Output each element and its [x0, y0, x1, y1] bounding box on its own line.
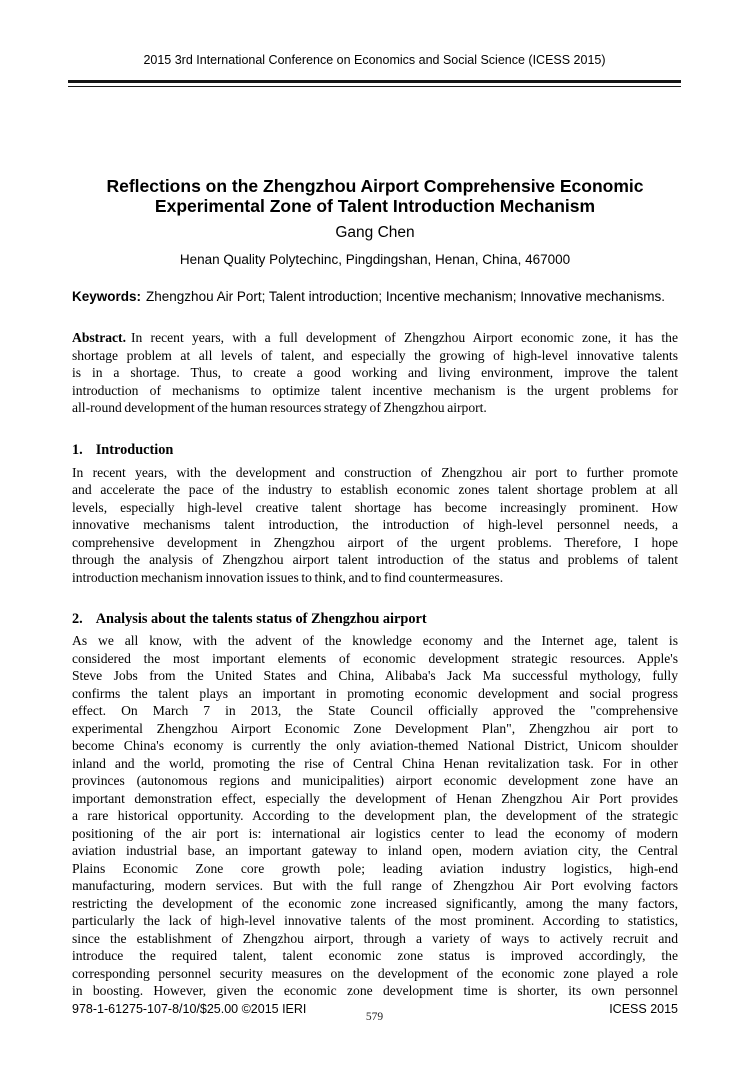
header-rule-thick — [68, 80, 681, 83]
text-line: is in a shortage. Thus, to create a good working and living environment, improve the talent — [72, 365, 678, 380]
abstract-first-line — [72, 329, 678, 347]
paper-body — [72, 176, 678, 1000]
author-affiliation: Henan Quality Polytechinc, Pingdingshan, Henan, China, 467000 — [179, 252, 571, 267]
footer-copyright: 978-1-61275-107-8/10/$25.00 ©2015 IERI — [72, 1002, 307, 1016]
text-line: introduce the required talent, talent economic zone status is improved accordingly, the — [72, 948, 678, 963]
text-line: Steve Jobs from the United States and China, Alibaba's Jack Ma successful mythology, fully — [72, 668, 678, 683]
text-line: manufacturing, modern services. But with the full range of Zhengzhou Air Port evolving factors — [72, 878, 678, 893]
text-line: inland and the world, promoting the rise of Central China Henan revitalization task. For in other — [72, 755, 678, 771]
text-line: and accelerate the pace of the industry to establish economic zones talent shortage problem at all — [72, 482, 678, 497]
text-line: become China's economy is currently the only aviation-themed National District, Unicom shoulder — [72, 738, 678, 753]
keywords-line — [72, 288, 678, 305]
text-line: positioning of the air port is: international air logistics center to lead the economy of modern — [72, 825, 678, 841]
text-line: introduction of mechanisms to optimize talent incentive mechanism is the urgent problems for — [72, 382, 678, 398]
abstract-first-line-text: In recent years, with a full development of Zhengzhou Airport economic zone, it has the — [130, 330, 678, 345]
text-line: levels, especially high-level creative talent shortage has become increasingly prominent. How — [72, 499, 678, 515]
section-number: 2. — [72, 611, 83, 627]
text-line: considered the most important elements of economic development strategic resources. Apple's — [72, 650, 678, 666]
text-line: through the analysis of Zhengzhou airport talent introduction of the status and problems of talent — [72, 552, 678, 567]
text-line: introduction mechanism innovation issues to think, and to find countermeasures. — [72, 569, 504, 585]
abstract-paragraph — [72, 329, 678, 417]
analysis-paragraph — [72, 632, 678, 1000]
paper-title-line-2: Experimental Zone of Talent Introduction Mechanism — [154, 196, 596, 216]
text-line: particularly the lack of high-level innovative talents of the most prominent. According to statistics, — [72, 913, 678, 928]
page-number: 579 — [365, 1011, 384, 1023]
paper-title — [72, 176, 678, 216]
running-header: 2015 3rd International Conference on Economics and Social Science (ICESS 2015) — [143, 53, 606, 67]
text-line: experimental Zhengzhou Airport Economic Zone Development Plan", Zhengzhou air port to — [72, 720, 678, 736]
text-line: a rare historical opportunity. According to the development plan, the development of the strategic — [72, 808, 678, 823]
text-line: corresponding personnel security measures on the development of the economic zone played a role — [72, 965, 678, 981]
text-line: shortage problem at all levels of talent, and especially the growing of high-level innovative talents — [72, 347, 678, 363]
keywords-label: Keywords: — [72, 289, 142, 304]
text-line: In recent years, with the development and construction of Zhengzhou air port to further promote — [72, 464, 678, 480]
header-rule-thin — [68, 86, 681, 87]
text-line: restricting the development of the economic zone increased significantly, among the many factors, — [72, 895, 678, 911]
paper-title-line-1: Reflections on the Zhengzhou Airport Comprehensive Economic — [106, 176, 644, 196]
section-heading-introduction — [72, 441, 678, 459]
text-line: in boosting. However, given the economic zone development time is shorter, its own personnel — [72, 983, 678, 998]
keywords-text: Zhengzhou Air Port; Talent introduction; Incentive mechanism; Innovative mechanisms. — [146, 289, 666, 304]
section-number: 1. — [72, 441, 83, 458]
text-line: Plains Economic Zone core growth pole; leading aviation industry logistics, high-end — [72, 860, 678, 876]
text-line: comprehensive development in Zhengzhou airport of the urgent problems. Therefore, I hope — [72, 534, 678, 550]
text-line: confirms the talent plays an important in promoting economic development and social progress — [72, 685, 678, 701]
text-line: innovative mechanisms talent introduction, the introduction of high-level personnel needs, a — [72, 517, 678, 532]
text-line: As we all know, with the advent of the knowledge economy and the Internet age, talent is — [72, 633, 678, 648]
section-title: Analysis about the talents status of Zhengzhou airport — [95, 611, 427, 627]
text-line: important demonstration effect, especially the development of Henan Zhengzhou Air Port provides — [72, 790, 678, 806]
text-line: since the establishment of Zhengzhou airport, through a variety of ways to actively recruit and — [72, 930, 678, 946]
abstract-rest-lines — [72, 347, 678, 417]
footer-conference: ICESS 2015 — [609, 1002, 678, 1016]
text-line: effect. On March 7 in 2013, the State Council officially approved the "comprehensive — [72, 703, 678, 718]
text-line: provinces (autonomous regions and municipalities) airport economic development zone have an — [72, 773, 678, 788]
introduction-paragraph — [72, 464, 678, 587]
section-title: Introduction — [95, 441, 174, 458]
text-line: aviation industrial base, an important gateway to inland open, modern aviation city, the Central — [72, 843, 678, 858]
author-name: Gang Chen — [335, 224, 415, 241]
section-heading-analysis — [72, 610, 678, 628]
abstract-label: Abstract. — [72, 330, 126, 345]
text-line: all-round development of the human resources strategy of Zhengzhou airport. — [72, 400, 487, 415]
